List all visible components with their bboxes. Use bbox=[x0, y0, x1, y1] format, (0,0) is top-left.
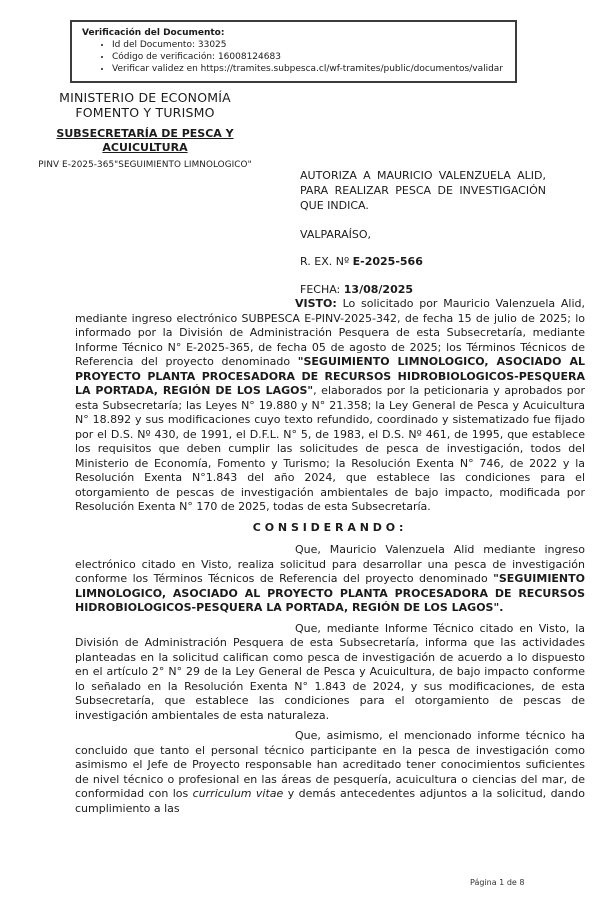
visto-text-pre: Lo solicitado por Mauricio Valenzuela Alid, mediante ingreso electrónico SUBPESCA E-PINV-2025-342, de fecha 15 de julio de 2025; lo informado por la División de Administración Pesquera de esta Subsecretaría, mediante Informe Técnico N° E-2025-365, de fecha 05 de agosto de 2025; los Términos Técnicos de Referencia del proyecto denominado bbox=[75, 297, 585, 368]
resolution-number-label: R. EX. Nº bbox=[300, 255, 353, 268]
project-reference: PINV E-2025-365"SEGUIMIENTO LIMNOLOGICO" bbox=[38, 160, 252, 170]
city-line: VALPARAÍSO, bbox=[300, 228, 372, 241]
verification-box bbox=[70, 20, 517, 83]
visto-label: VISTO: bbox=[295, 297, 337, 310]
document-body bbox=[75, 297, 585, 822]
subsecretaria-line-1: SUBSECRETARÍA DE PESCA Y bbox=[56, 127, 234, 140]
considerando-p3-pre: Que, asimismo, el mencionado informe técnico ha concluido que tanto el personal técnico participante en la pesca de investigación como asimismo el Jefe de Proyecto responsable han acreditado tener conocimientos suficientes de nivel técnico o profesional en las áreas de pesquería, acuicultura o ciencias del mar, de conformidad con los bbox=[75, 729, 585, 800]
ministry-line-1: MINISTERIO DE ECONOMÍA bbox=[59, 90, 231, 105]
ministry-name bbox=[15, 90, 275, 120]
letterhead bbox=[15, 90, 275, 170]
subsecretaria-line-2: ACUICULTURA bbox=[102, 140, 188, 154]
considerando-p3-latin-term: curriculum vitae bbox=[192, 787, 284, 800]
verification-list bbox=[82, 39, 505, 75]
subsecretaria-name bbox=[15, 127, 275, 154]
visto-project-title: "SEGUIMIENTO LIMNOLOGICO, ASOCIADO AL PROYECTO PLANTA PROCESADORA DE RECURSOS HIDROBIOLOGICOS-PESQUERA LA PORTADA, REGIÓN DE LOS LAGOS" bbox=[75, 355, 585, 397]
considerando-paragraph-1 bbox=[75, 543, 585, 616]
verification-item-url: • Verificar validez en https://tramites.subpesca.cl/wf-tramites/public/documentos/validar bbox=[112, 63, 505, 75]
date-line bbox=[300, 283, 413, 296]
visto-paragraph bbox=[75, 297, 585, 515]
considerando-paragraph-2: Que, mediante Informe Técnico citado en Visto, la División de Administración Pesquera de esta Subsecretaría, informa que las actividades planteadas en la solicitud califican como pesca de investigación de acuerdo a lo dispuesto en el artículo 2° N° 29 de la Ley General de Pesca y Acuicultura, de bajo impacto conforme lo señalado en la Resolución Exenta N° 1.843 de 2024, y sus modificaciones, de esta Subsecretaría, que establece las condiciones para el otorgamiento de pescas de investigación ambientales de esta naturaleza. bbox=[75, 621, 585, 722]
visto-text-post: , elaborados por la peticionaria y aprobados por esta Subsecretaría; las Leyes N° 19.880 y N° 21.358; la Ley General de Pesca y Acuicultura N° 18.892 y sus modificaciones cuyo texto refundido, coordinado y sistematizado fue fijado por el D.S. Nº 430, de 1991, el D.F.L. N° 5, de 1983, el D.S. Nº 461, de 1995, que establece los requisitos que deben cumplir las solicitudes de pesca de investigación, todos del Ministerio de Economía, Fomento y Turismo; la Resolución Exenta N° 746, de 2022 y la Resolución Exenta N°1.843 del año 2024, que establece las condiciones para el otorgamiento de pescas de investigación ambientales de bajo impacto, modificada por Resolución Exenta N° 170 de 2025, todas de esta Subsecretaría. bbox=[75, 384, 585, 513]
considerando-p3-post: y demás antecedentes adjuntos a la solicitud, dando cumplimiento a las bbox=[75, 787, 585, 815]
considerando-p1-project-title: "SEGUIMIENTO LIMNOLOGICO, ASOCIADO AL PROYECTO PLANTA PROCESADORA DE RECURSOS HIDROBIOLOGICOS-PESQUERA LA PORTADA, REGIÓN DE LOS LAGOS". bbox=[75, 572, 585, 614]
date-value: 13/08/2025 bbox=[343, 283, 414, 296]
date-label: FECHA: bbox=[300, 283, 344, 296]
resolution-subject: AUTORIZA A MAURICIO VALENZUELA ALID, PARA REALIZAR PESCA DE INVESTIGACIÓN QUE INDICA. bbox=[300, 169, 546, 212]
verification-item-document-id: • Id del Documento: 33025 bbox=[112, 39, 505, 51]
resolution-number-value: E-2025-566 bbox=[352, 255, 423, 268]
considerando-p1-pre: Que, Mauricio Valenzuela Alid mediante ingreso electrónico citado en Visto, realiza solicitud para desarrollar una pesca de investigación conforme los Términos Técnicos de Referencia del proyecto denominado bbox=[75, 543, 585, 585]
considerando-paragraph-3 bbox=[75, 729, 585, 816]
resolution-number-line bbox=[300, 255, 423, 268]
ministry-line-2: FOMENTO Y TURISMO bbox=[75, 105, 215, 120]
considerando-heading: CONSIDERANDO: bbox=[252, 520, 408, 534]
verification-item-code: • Código de verificación: 16008124683 bbox=[112, 51, 505, 63]
verification-title: Verificación del Documento: bbox=[82, 28, 225, 38]
page-number: Página 1 de 8 bbox=[470, 878, 525, 887]
